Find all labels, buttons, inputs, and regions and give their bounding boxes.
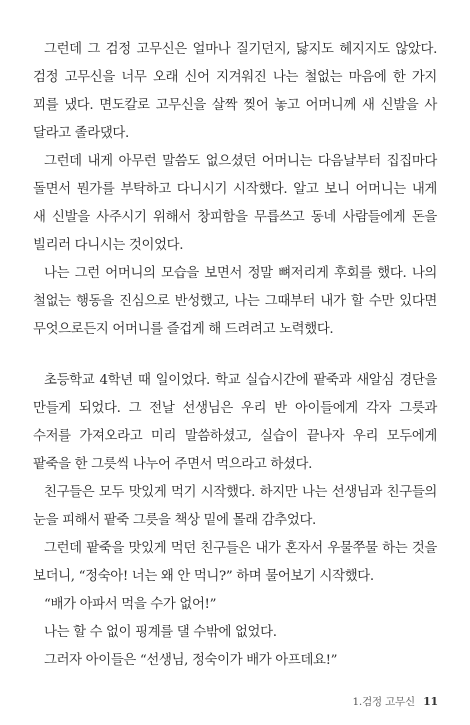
paragraph: 그런데 팥죽을 맛있게 먹던 친구들은 내가 혼자서 우물쭈물 하는 것을 보더니, “정숙아! 너는 왜 안 먹니?” 하며 물어보기 시작했다.	[33, 541, 437, 584]
paragraph: 나는 할 수 없이 핑계를 댈 수밖에 없었다.	[44, 625, 277, 640]
page-number: 11	[423, 695, 438, 708]
paragraph: “배가 아파서 먹을 수가 없어!”	[44, 597, 217, 612]
paragraph: 그런데 그 검정 고무신은 얼마나 질기던지, 닳지도 헤지지도 않았다. 검정 고무신을 너무 오래 신어 지겨워진 나는 철없는 마음에 한 가지 꾀를 냈다. 면도칼로 고무신을 살짝 찢어 놓고 어머니께 새 신발을 사 달라고 졸라댔다.	[33, 42, 437, 141]
paragraph: 나는 그런 어머니의 모습을 보면서 정말 뼈저리게 후회를 했다. 나의 철없는 행동을 진심으로 반성했고, 나는 그때부터 내가 할 수만 있다면 무엇으로든지 어머니를 즐겁게 해 드려려고 노력했다.	[33, 266, 437, 337]
paragraph: 친구들은 모두 맛있게 먹기 시작했다. 하지만 나는 선생님과 친구들의 눈을 피해서 팥죽 그릇을 책상 밑에 몰래 감추었다.	[33, 485, 437, 528]
paragraph: 초등학교 4학년 때 일이었다. 학교 실습시간에 팥죽과 새알심 경단을 만들게 되었다. 그 전날 선생님은 우리 반 아이들에게 각자 그릇과 수저를 가져오라고 미리 말씀하셨고, 실습이 끝나자 우리 모두에게 팥죽을 한 그릇씩 나누어 주면서 먹으라고 하셨다.	[33, 373, 437, 472]
paragraph: 그런데 내게 아무런 말씀도 없으셨던 어머니는 다음날부터 집집마다 돌면서 뭔가를 부탁하고 다니시기 시작했다. 알고 보니 어머니는 내게 새 신발을 사주시기 위해서 창피함을 무릅쓰고 동네 사람들에게 돈을 빌리러 다니시는 것이었다.	[33, 154, 437, 253]
page-footer	[352, 694, 438, 709]
section-2	[33, 367, 437, 675]
paragraph: 그러자 아이들은 “선생님, 정숙이가 배가 아프데요!”	[44, 653, 338, 668]
running-chapter-title: 1.검정 고무신	[352, 696, 415, 708]
section-1	[33, 36, 437, 344]
